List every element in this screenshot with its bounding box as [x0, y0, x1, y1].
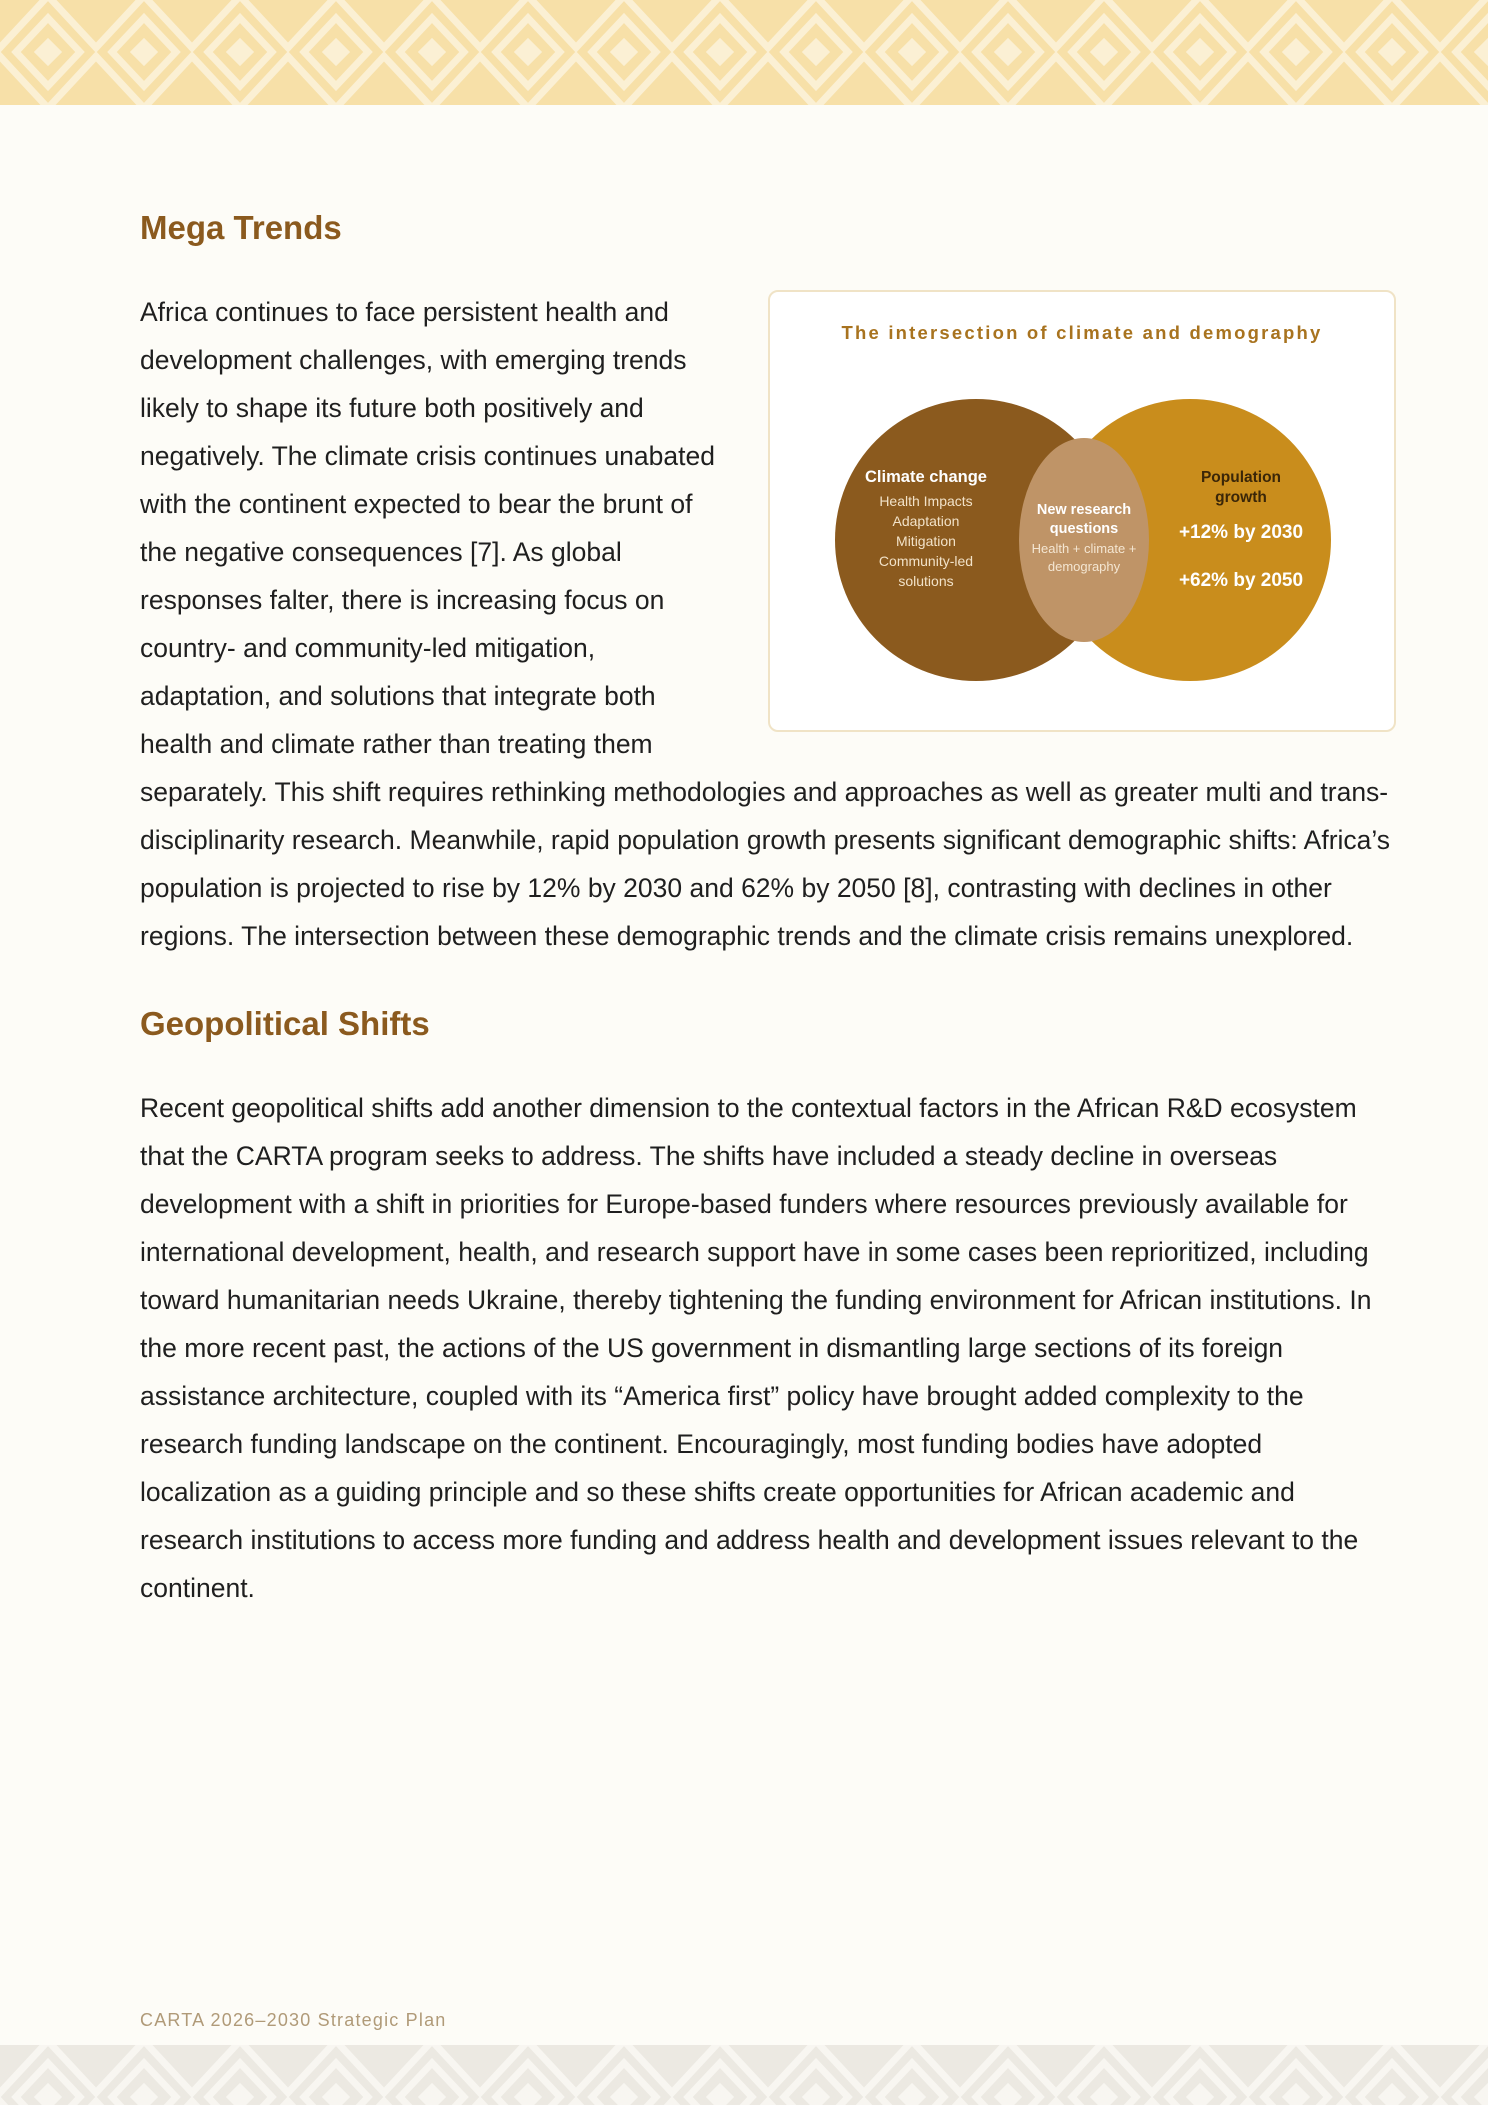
climate-item-3: Mitigation [896, 533, 956, 549]
bottom-pattern-graphic [0, 2045, 1488, 2105]
venn-diagram [770, 292, 1398, 734]
overlap-heading-line2: questions [1049, 521, 1119, 537]
footer-text: CARTA 2026–2030 Strategic Plan [140, 2010, 447, 2030]
venn-diagram-card [768, 290, 1396, 732]
population-stat-2050: +62% by 2050 [1178, 570, 1304, 591]
population-heading-line1: Population [1200, 469, 1282, 486]
page-content [140, 200, 1396, 1612]
climate-change-heading: Climate change [865, 468, 987, 486]
section-heading-geopolitical-shifts: Geopolitical Shifts [140, 1005, 430, 1042]
mega-trends-paragraph: Africa continues to face persistent health and development challenges, with emerging trends likely to shape its future both positively and negatively. The climate crisis continues unabated with the continent expected to bear the brunt of the negative consequences [7]. As global responses falter, there is increasing focus on country- and community-led mitigation, adaptation, and solutions that integrate both health and climate rather than treating them separately. This shift requires rethinking methodologies and approaches as well as greater multi and trans-disciplinarity research. Meanwhile, rapid population growth presents significant demographic shifts: Africa’s population is projected to rise by 12% by 2030 and 62% by 2050 [8], contrasting with declines in other regions. The intersection between these demographic trends and the climate crisis remains unexplored. [140, 297, 1391, 951]
climate-item-1: Health Impacts [879, 493, 973, 509]
population-stat-2030: +12% by 2030 [1178, 522, 1304, 543]
climate-item-5: solutions [898, 573, 954, 589]
overlap-ellipse [1019, 438, 1149, 642]
top-pattern-graphic [0, 0, 1488, 105]
overlap-sub-line2: demography [1047, 559, 1121, 574]
top-decorative-band [0, 0, 1488, 105]
bottom-decorative-band [0, 2045, 1488, 2105]
climate-item-2: Adaptation [892, 513, 960, 529]
climate-item-4: Community-led [878, 553, 974, 569]
section-heading-mega-trends: Mega Trends [140, 209, 342, 246]
overlap-heading-line1: New research [1036, 502, 1132, 518]
figure-title: The intersection of climate and demography [841, 322, 1323, 343]
overlap-sub-line1: Health + climate + [1031, 541, 1137, 556]
geopolitical-shifts-paragraph: Recent geopolitical shifts add another dimension to the contextual factors in the African R&D ecosystem that the CARTA program seeks to address. The shifts have included a steady decline in overseas development with a shift in priorities for Europe-based funders where resources previously available for international development, health, and research support have in some cases been reprioritized, including toward humanitarian needs Ukraine, thereby tightening the funding environment for African institutions. In the more recent past, the actions of the US government in dismantling large sections of its foreign assistance architecture, coupled with its “America first” policy have brought added complexity to the research funding landscape on the continent. Encouragingly, most funding bodies have adopted localization as a guiding principle and so these shifts create opportunities for African academic and research institutions to access more funding and address health and development issues relevant to the continent. [140, 1093, 1372, 1603]
population-heading-line2: growth [1215, 489, 1267, 506]
